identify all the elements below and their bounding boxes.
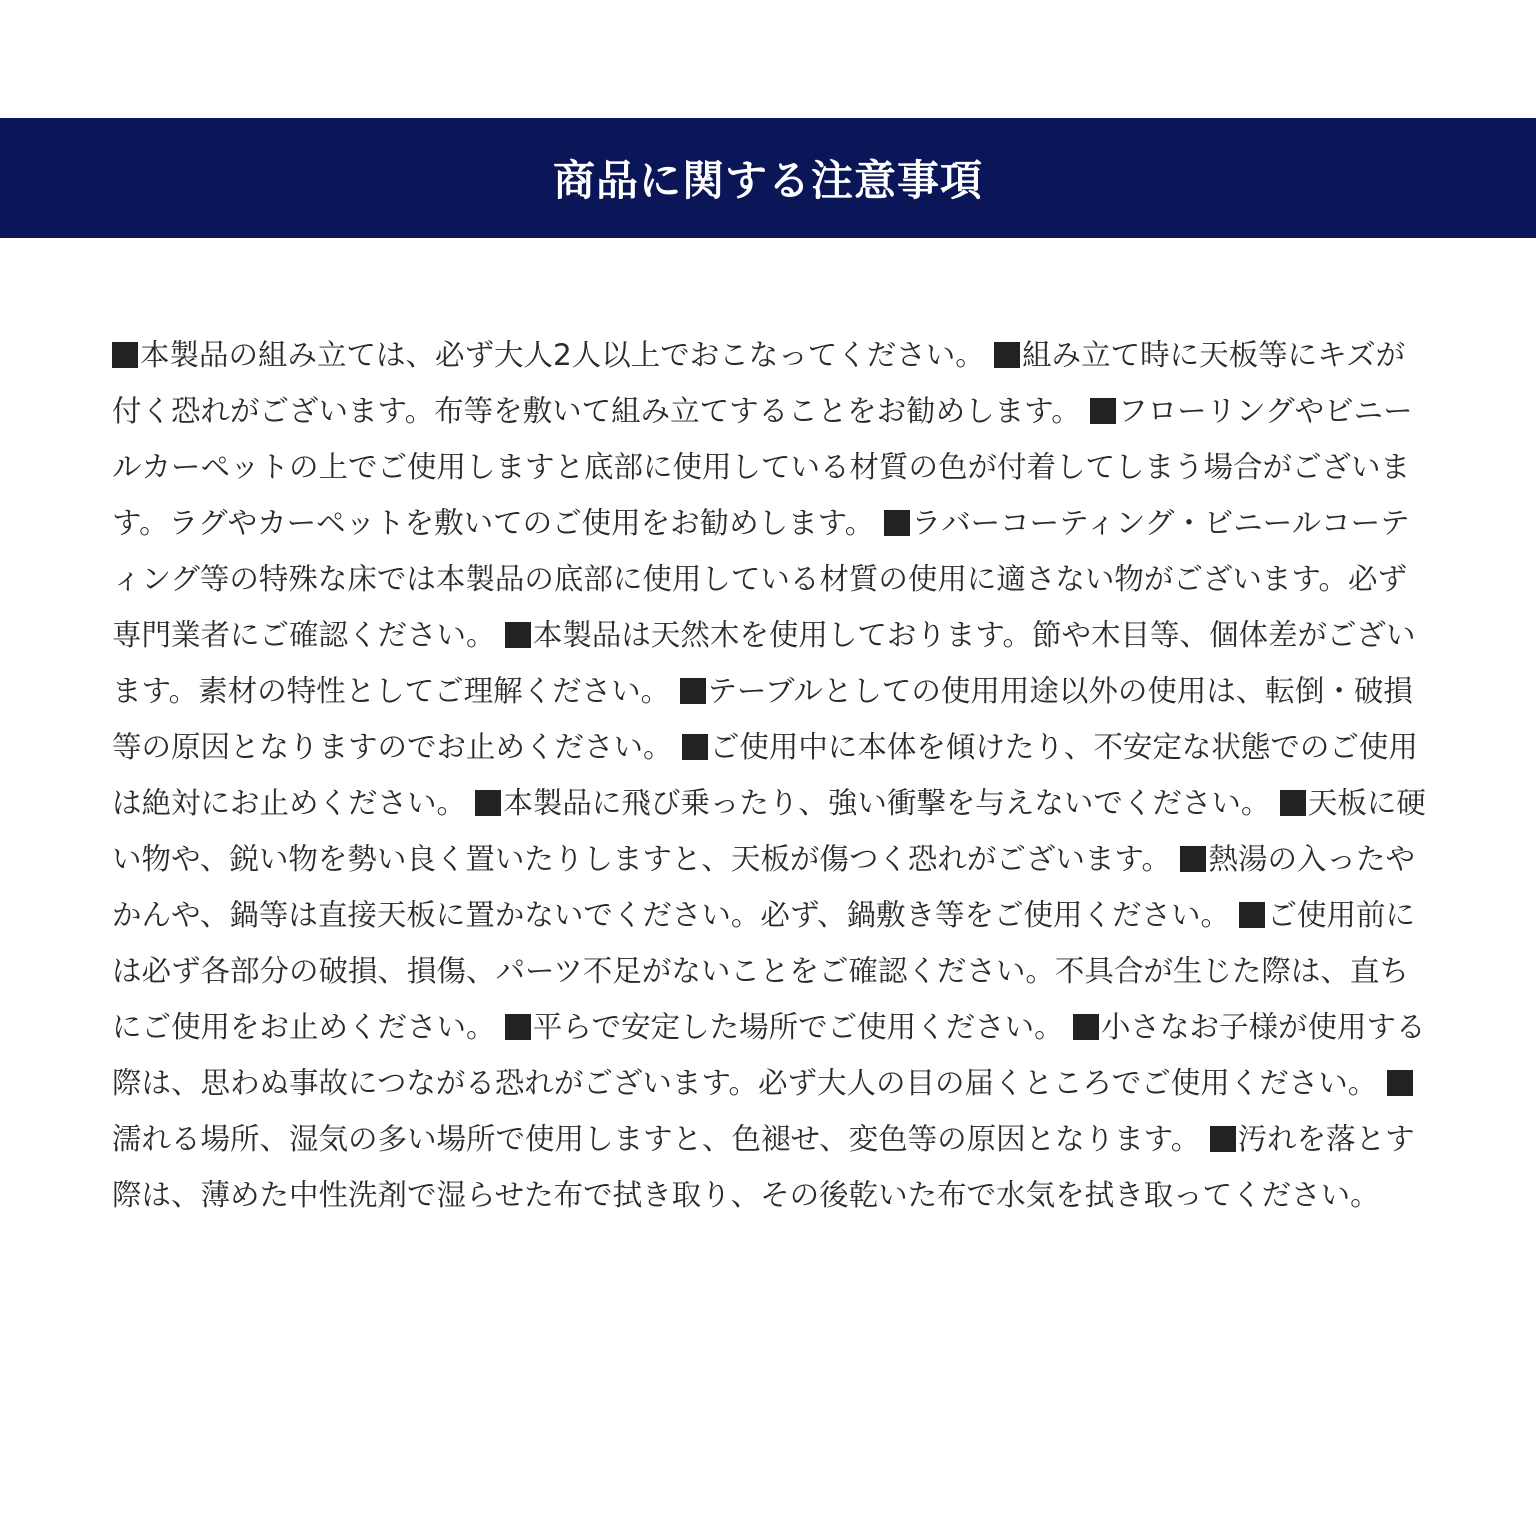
square-bullet-icon bbox=[884, 510, 910, 536]
note-text: 濡れる場所、湿気の多い場所で使用しますと、色褪せ、変色等の原因となります。 bbox=[112, 1122, 1201, 1156]
note-text: テーブルとしての使用用途以外の使用は、転倒・破損等の原因となりますのでお止めください。 bbox=[112, 674, 1413, 764]
note-text: 平らで安定した場所でご使用ください。 bbox=[532, 1010, 1064, 1044]
note-text: 組み立て時に天板等にキズが付く恐れがございます。布等を敷いて組み立てすることをお勧めします。 bbox=[112, 338, 1406, 428]
square-bullet-icon bbox=[1073, 1014, 1099, 1040]
note-text: ラバーコーティング・ビニールコーティング等の特殊な床では本製品の底部に使用している材質の使用に適さない物がございます。必ず専門業者にご確認ください。 bbox=[112, 506, 1410, 652]
title-banner bbox=[0, 118, 1536, 238]
note-text: 小さなお子様が使用する際は、思わぬ事故につながる恐れがございます。必ず大人の目の届くところでご使用ください。 bbox=[112, 1010, 1426, 1100]
square-bullet-icon bbox=[505, 1014, 531, 1040]
square-bullet-icon bbox=[1239, 902, 1265, 928]
square-bullet-icon bbox=[680, 678, 706, 704]
square-bullet-icon bbox=[994, 342, 1020, 368]
square-bullet-icon bbox=[505, 622, 531, 648]
note-text: 本製品に飛び乗ったり、強い衝撃を与えないでください。 bbox=[503, 786, 1271, 820]
square-bullet-icon bbox=[1280, 790, 1306, 816]
page-title: 商品に関する注意事項 bbox=[552, 156, 983, 205]
note-item bbox=[475, 786, 1270, 820]
square-bullet-icon bbox=[682, 734, 708, 760]
notes-paragraph bbox=[112, 327, 1428, 1223]
square-bullet-icon bbox=[475, 790, 501, 816]
note-text: ご使用中に本体を傾けたり、不安定な状態でのご使用は絶対にお止めください。 bbox=[112, 730, 1418, 820]
note-text: フローリングやビニールカーペットの上でご使用しますと底部に使用している材質の色が付着してしまう場合がございます。ラグやカーペットを敷いてのご使用をお勧めします。 bbox=[112, 394, 1413, 540]
note-text: 汚れを落とす際は、薄めた中性洗剤で湿らせた布で拭き取り、その後乾いた布で水気を拭き取ってください。 bbox=[112, 1122, 1415, 1212]
square-bullet-icon bbox=[1180, 846, 1206, 872]
square-bullet-icon bbox=[1090, 398, 1116, 424]
note-text: 本製品は天然木を使用しております。節や木目等、個体差がございます。素材の特性としてご理解ください。 bbox=[112, 618, 1416, 708]
square-bullet-icon bbox=[1387, 1070, 1413, 1096]
note-item bbox=[112, 338, 985, 372]
square-bullet-icon bbox=[1210, 1126, 1236, 1152]
note-text: ご使用前には必ず各部分の破損、損傷、パーツ不足がないことをご確認ください。不具合が生じた際は、直ちにご使用をお止めください。 bbox=[112, 898, 1415, 1044]
square-bullet-icon bbox=[112, 342, 138, 368]
note-item bbox=[505, 1010, 1064, 1044]
note-text: 熱湯の入ったやかんや、鍋等は直接天板に置かないでください。必ず、鍋敷き等をご使用ください。 bbox=[112, 842, 1415, 932]
note-text: 天板に硬い物や、鋭い物を勢い良く置いたりしますと、天板が傷つく恐れがございます。 bbox=[112, 786, 1426, 876]
note-text: 本製品の組み立ては、必ず大人2人以上でおこなってください。 bbox=[140, 338, 985, 372]
